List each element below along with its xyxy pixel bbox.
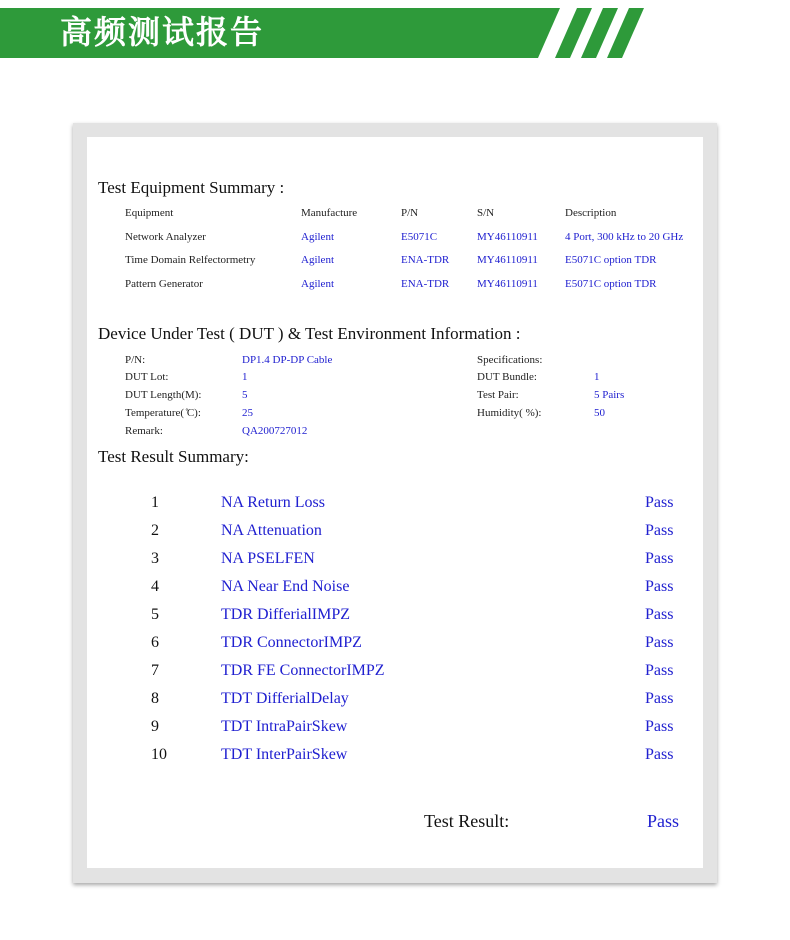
result-number: 2: [151, 522, 159, 539]
result-status: Pass: [645, 746, 674, 763]
dut-value: 5: [242, 389, 248, 401]
equipment-header-sn: S/N: [477, 207, 495, 219]
dut-label: DUT Bundle:: [477, 371, 537, 383]
result-status: Pass: [645, 634, 674, 651]
dut-value: 1: [242, 371, 248, 383]
dut-label: DUT Lot:: [125, 371, 169, 383]
result-name: TDR DifferialIMPZ: [221, 606, 351, 623]
result-status: Pass: [645, 690, 674, 707]
result-name: NA Attenuation: [221, 522, 322, 539]
dut-label: P/N:: [125, 354, 146, 366]
result-status: Pass: [645, 718, 674, 735]
report-paper: [87, 137, 703, 868]
result-name: TDR ConnectorIMPZ: [221, 634, 362, 651]
dut-label: Remark:: [125, 425, 163, 437]
result-number: 7: [151, 662, 159, 679]
dut-label: Temperature( ̊C):: [125, 407, 201, 419]
final-result-label: Test Result:: [424, 811, 510, 831]
equipment-cell: MY46110911: [477, 278, 538, 290]
result-number: 1: [151, 494, 159, 511]
result-name: NA Near End Noise: [221, 578, 350, 595]
equipment-cell: Pattern Generator: [125, 278, 203, 290]
dut-label: Humidity( %):: [477, 407, 542, 419]
result-status: Pass: [645, 522, 674, 539]
header-banner: [0, 0, 790, 62]
report-frame: [73, 123, 717, 883]
equipment-header-description: Description: [565, 207, 617, 219]
equipment-cell: Agilent: [301, 254, 334, 266]
result-status: Pass: [645, 550, 674, 567]
equipment-cell: ENA-TDR: [401, 278, 450, 290]
result-number: 8: [151, 690, 159, 707]
equipment-cell: Network Analyzer: [125, 231, 206, 243]
result-status: Pass: [645, 578, 674, 595]
result-number: 4: [151, 578, 159, 595]
result-number: 3: [151, 550, 159, 567]
dut-label: Specifications:: [477, 354, 543, 366]
result-name: TDT InterPairSkew: [221, 746, 348, 763]
equipment-cell: MY46110911: [477, 231, 538, 243]
result-name: NA Return Loss: [221, 494, 325, 511]
result-name: TDT DifferialDelay: [221, 690, 349, 707]
equipment-section-title: Test Equipment Summary :: [98, 178, 285, 197]
result-status: Pass: [645, 606, 674, 623]
dut-value: DP1.4 DP-DP Cable: [242, 354, 333, 366]
final-result-value: Pass: [647, 811, 680, 831]
result-number: 10: [151, 746, 167, 763]
result-number: 6: [151, 634, 159, 651]
page-title: 高频测试报告: [60, 13, 265, 51]
dut-value: 50: [594, 407, 605, 419]
dut-value: 25: [242, 407, 253, 419]
equipment-header-manufacture: Manufacture: [301, 207, 358, 219]
equipment-cell: MY46110911: [477, 254, 538, 266]
result-number: 9: [151, 718, 159, 735]
result-status: Pass: [645, 494, 674, 511]
equipment-cell: Agilent: [301, 231, 334, 243]
equipment-cell: Time Domain Relfectormetry: [125, 254, 256, 266]
dut-value: QA200727012: [242, 425, 308, 437]
dut-value: 5 Pairs: [594, 389, 625, 401]
result-name: TDR FE ConnectorIMPZ: [221, 662, 385, 679]
equipment-cell: 4 Port, 300 kHz to 20 GHz: [565, 231, 684, 243]
dut-section-title: Device Under Test ( DUT ) & Test Environment Information :: [98, 324, 521, 343]
dut-value: 1: [594, 371, 600, 383]
dut-label: Test Pair:: [477, 389, 519, 401]
equipment-header-pn: P/N: [401, 207, 419, 219]
result-name: TDT IntraPairSkew: [221, 718, 348, 735]
result-number: 5: [151, 606, 159, 623]
equipment-cell: ENA-TDR: [401, 254, 450, 266]
equipment-cell: E5071C option TDR: [565, 278, 657, 290]
result-status: Pass: [645, 662, 674, 679]
results-section-title: Test Result Summary:: [98, 447, 249, 466]
equipment-cell: E5071C: [401, 231, 438, 243]
equipment-header-equipment: Equipment: [125, 207, 174, 219]
equipment-cell: E5071C option TDR: [565, 254, 657, 266]
dut-label: DUT Length(M):: [125, 389, 202, 401]
equipment-cell: Agilent: [301, 278, 334, 290]
result-name: NA PSELFEN: [221, 550, 315, 567]
